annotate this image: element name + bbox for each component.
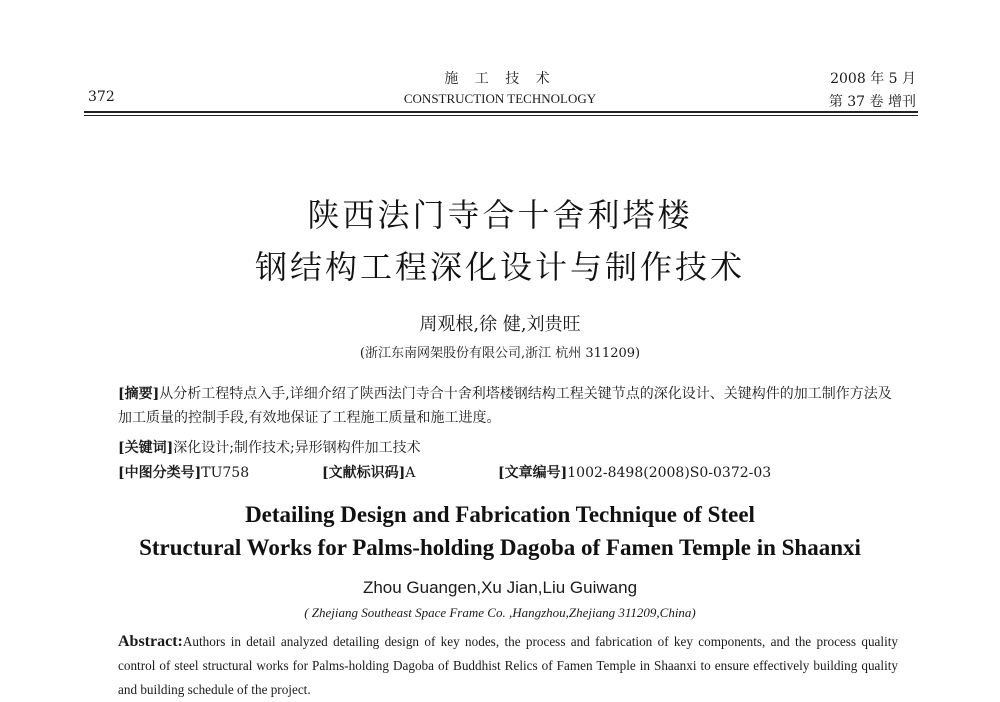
affiliation-cn: (浙江东南网架股份有限公司,浙江 杭州 311209)	[359, 346, 641, 361]
journal-title-cn: 施 工 技 术	[444, 71, 556, 87]
clc-value: TU758	[201, 465, 250, 481]
document-code	[322, 462, 415, 482]
paper-title-en-line2: Structural Works for Palms-holding Dagoba of Famen Temple in Shaanxi	[139, 535, 861, 560]
authors-en: Zhou Guangen,Xu Jian,Liu Guiwang	[362, 578, 638, 597]
paper-title-cn-line2: 钢结构工程深化设计与制作技术	[254, 248, 745, 286]
abstract-en-text: Authors in detail analyzed detailing design of key nodes, the process and fabrication of key components, and the process quality control of steel structural works for Palms-holding Dagoba of Buddhist Relics of Famen Temple in Shaanxi to ensure effectively building quality and building schedule of the project.	[118, 634, 898, 697]
abstract-en	[118, 630, 898, 702]
affiliation-en: ( Zhejiang Southeast Space Frame Co. ,Hangzhou,Zhejiang 311209,China)	[304, 605, 696, 620]
volume-issue: 第 37 卷 增刊	[828, 94, 916, 110]
doc-code-value: A	[405, 465, 416, 481]
article-number	[498, 462, 771, 482]
keywords-cn-label: [关键词]	[118, 440, 174, 456]
clc-label: [中图分类号]	[118, 465, 202, 481]
abstract-en-label: Abstract:	[118, 633, 183, 650]
clc-number	[118, 462, 249, 482]
abstract-cn	[118, 382, 896, 430]
publication-date: 2008 年 5 月	[830, 71, 916, 87]
authors-cn: 周观根,徐 健,刘贵旺	[419, 314, 581, 335]
paper-title-en-line1: Detailing Design and Fabrication Technique of Steel	[245, 502, 755, 527]
journal-title-en: CONSTRUCTION TECHNOLOGY	[403, 91, 597, 106]
header-rule-thick	[84, 111, 918, 113]
page-number: 372	[88, 89, 115, 105]
keywords-cn	[118, 437, 421, 457]
header-rule-thin	[84, 115, 918, 116]
article-number-label: [文章编号]	[498, 465, 568, 481]
paper-title-cn-line1: 陕西法门寺合十舍利塔楼	[307, 196, 693, 234]
keywords-cn-text: 深化设计;制作技术;异形钢构件加工技术	[173, 440, 421, 456]
abstract-cn-label: [摘要]	[118, 386, 160, 402]
doc-code-label: [文献标识码]	[322, 465, 406, 481]
article-number-value: 1002-8498(2008)S0-0372-03	[567, 465, 772, 481]
abstract-cn-text: 从分析工程特点入手,详细介绍了陕西法门寺合十舍利塔楼钢结构工程关键节点的深化设计、关键构件的加工制作方法及加工质量的控制手段,有效地保证了工程施工质量和施工进度。	[118, 386, 892, 426]
